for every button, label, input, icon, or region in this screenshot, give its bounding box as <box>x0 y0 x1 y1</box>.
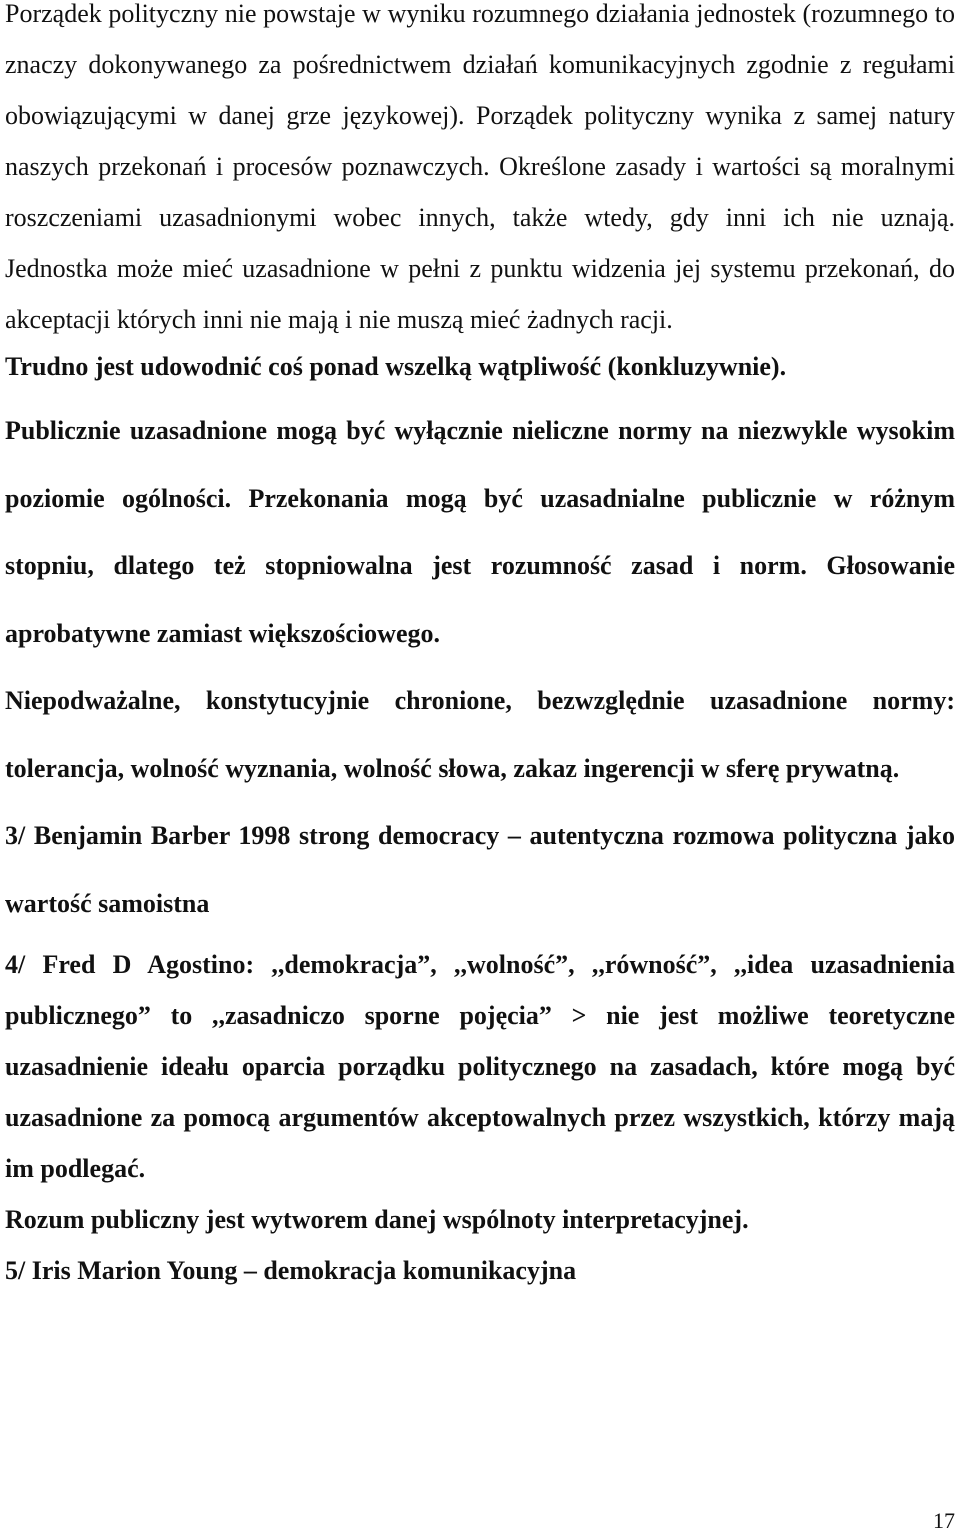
paragraph-inviolable-norms: Niepodważalne, konstytucyjnie chronione, bezwzględnie uzasadnione normy: tolerancja, wolność wyznania, wolność słowa, zakaz ingerencji w sferę prywatną. <box>5 686 955 783</box>
paragraph-agostino: 4/ Fred D Agostino: ,,demokracja”, ,,wolność”, ,,równość”, ,,idea uzasadnienia publicznego” to ,,zasadniczo sporne pojęcia” > nie jest możliwe teoretyczne uzasadnienie ideału oparcia porządku politycznego na zasadach, które mogą być uzasadnione za pomocą argumentów akceptowalnych przez wszystkich, którzy mają im podlegać. <box>5 950 955 1183</box>
paragraph-difficult-to-prove: Trudno jest udowodnić coś ponad wszelką wątpliwość (konkluzywnie). <box>5 352 787 381</box>
paragraph-public-reason: Rozum publiczny jest wytworem danej wspólnoty interpretacyjnej. <box>5 1205 749 1234</box>
paragraph-public-justification: Publicznie uzasadnione mogą być wyłącznie nieliczne normy na niezwykle wysokim poziomie ogólności. Przekonania mogą być uzasadnialne publicznie w różnym stopniu, dlatego też stopniowalna jest rozumność zasad i norm. Głosowanie aprobatywne zamiast większościowego. <box>5 416 955 648</box>
page-number: 17 <box>933 1508 955 1533</box>
paragraph-barber: 3/ Benjamin Barber 1998 strong democracy – autentyczna rozmowa polityczna jako wartość samoistna <box>5 821 955 918</box>
document-page <box>5 0 955 1296</box>
paragraph-political-order: Porządek polityczny nie powstaje w wyniku rozumnego działania jednostek (rozumnego to znaczy dokonywanego za pośrednictwem działań komunikacyjnych zgodnie z regułami obowiązującymi w danej grze językowej). Porządek polityczny wynika z samej natury naszych przekonań i procesów poznawczych. Określone zasady i wartości są moralnymi roszczeniami uzasadnionymi wobec innych, także wtedy, gdy inni ich nie uznają. Jednostka może mieć uzasadnione w pełni z punktu widzenia jej systemu przekonań, do akceptacji których inni nie mają i nie muszą mieć żadnych racji. <box>5 0 955 334</box>
paragraph-young: 5/ Iris Marion Young – demokracja komunikacyjna <box>5 1256 577 1285</box>
